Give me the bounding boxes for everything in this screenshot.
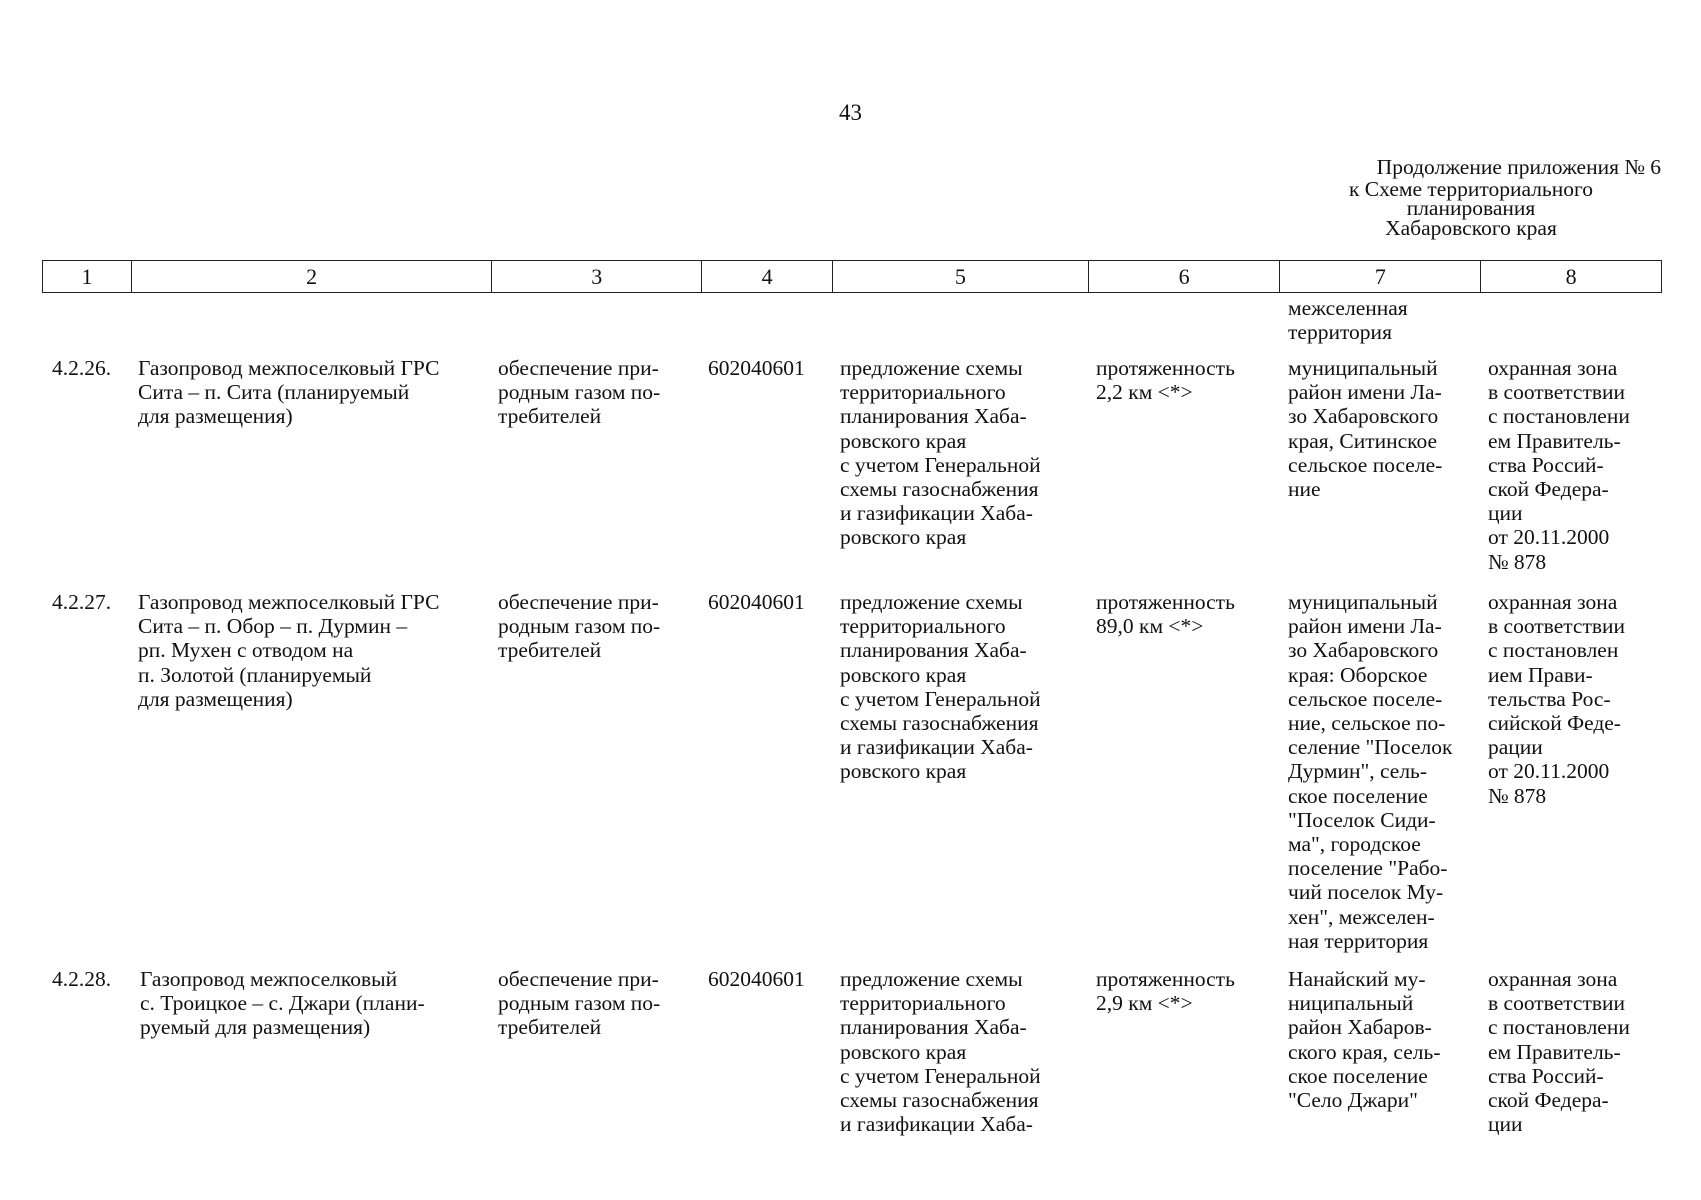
row-4-2-26-code: 602040601 [708,356,805,380]
column-header-3: 3 [492,261,702,292]
row-4-2-28-name: Газопровод межпоселковый с. Троицкое – с. Джари (плани- руемый для размещения) [140,967,425,1040]
row-4-2-27-purpose: обеспечение при- родным газом по- требителей [498,590,661,663]
row-4-2-28-code: 602040601 [708,967,805,991]
column-header-6: 6 [1089,261,1281,292]
row-4-2-26-name: Газопровод межпоселковый ГРС Сита – п. Сита (планируемый для размещения) [138,356,440,429]
row-4-2-28-purpose: обеспечение при- родным газом по- требителей [498,967,661,1040]
appendix-note-line1: Продолжение приложения № 6 [1376,155,1661,179]
appendix-note-line4: Хабаровского края [1385,216,1557,240]
carryover-location: межселенная территория [1288,296,1408,345]
column-header-2: 2 [132,261,493,292]
row-4-2-26-purpose: обеспечение при- родным газом по- требителей [498,356,661,429]
appendix-note-line2: к Схеме территориального [1348,177,1594,201]
row-4-2-26-location: муниципальный район имени Ла- зо Хабаровского края, Ситинское сельское поселе- ние [1288,356,1443,502]
column-header-4: 4 [702,261,833,292]
row-4-2-28-characteristics: протяженность 2,9 км <*> [1096,967,1235,1016]
row-4-2-28-location: Нанайский му- ниципальный район Хабаров- ского края, сель- ское поселение "Село Джари" [1288,967,1441,1113]
column-header-7: 7 [1280,261,1481,292]
column-header-1: 1 [43,261,132,292]
row-4-2-28-basis: предложение схемы территориального планирования Хаба- ровского края с учетом Генеральной схемы газоснабжения и газификации Хаба- [840,967,1041,1137]
row-4-2-27-name: Газопровод межпоселковый ГРС Сита – п. Обор – п. Дурмин – рп. Мухен с отводом на п. Золотой (планируемый для размещения) [138,590,440,711]
appendix-note [1221,156,1661,239]
row-4-2-26-zone: охранная зона в соответствии с постановлени ем Правитель- ства Россий- ской Федера- ции от 20.11.2000 № 878 [1488,356,1630,574]
appendix-note-line3: планирования [1406,196,1536,220]
row-4-2-27-characteristics: протяженность 89,0 км <*> [1096,590,1235,639]
row-4-2-27-number: 4.2.27. [52,590,112,614]
row-4-2-28-number: 4.2.28. [52,967,112,991]
column-header-8: 8 [1565,263,1577,289]
table-header [42,260,1662,293]
row-4-2-26-number: 4.2.26. [52,356,112,380]
row-4-2-26-characteristics: протяженность 2,2 км <*> [1096,356,1235,405]
row-4-2-27-code: 602040601 [708,590,805,614]
column-header-5: 5 [833,261,1089,292]
row-4-2-27-location: муниципальный район имени Ла- зо Хабаровского края: Оборское сельское поселе- ние, сельское по- селение "Поселок Дурмин", сель- ское поселение "Поселок Сиди- ма", городское поселение "Рабо- чий поселок Му- хен", межселен- ная территория [1288,590,1453,953]
row-4-2-26-basis: предложение схемы территориального планирования Хаба- ровского края с учетом Генеральной схемы газоснабжения и газификации Хаба- ровского края [840,356,1041,550]
page-number: 43 [839,100,862,125]
row-4-2-27-basis: предложение схемы территориального планирования Хаба- ровского края с учетом Генеральной схемы газоснабжения и газификации Хаба- ровского края [840,590,1041,784]
row-4-2-27-zone: охранная зона в соответствии с постановлен ием Прави- тельства Рос- сийской Феде- рации от 20.11.2000 № 878 [1488,590,1626,808]
row-4-2-28-zone: охранная зона в соответствии с постановлени ем Правитель- ства Россий- ской Федера- ции [1488,967,1630,1137]
